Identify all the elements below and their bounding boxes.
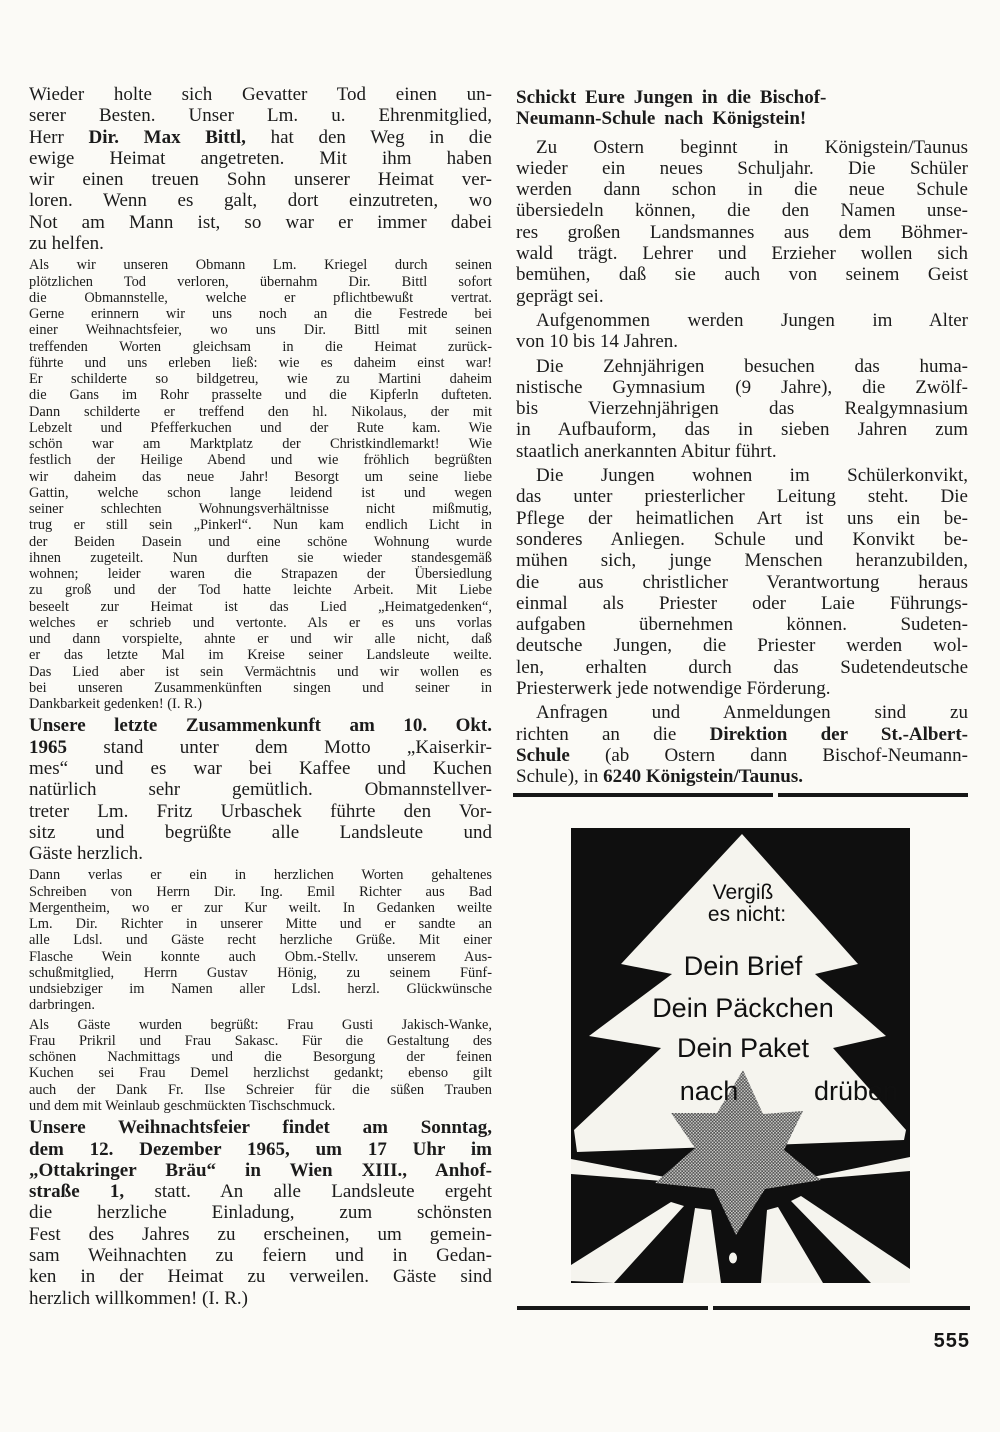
text-line: einmal als Priester oder Laie Führungs- xyxy=(516,592,968,614)
text-line: geprägt sei. xyxy=(516,285,604,307)
text-line: Gattin, welche schon lange leidend ist und wegen xyxy=(29,484,492,501)
paragraph xyxy=(29,84,492,254)
text-line: alle Ldsl. und Gäste recht herzliche Grüße. Mit einer xyxy=(29,932,492,949)
text-line: nistische Gymnasium (9 Jahre), die Zwölf- xyxy=(516,376,968,398)
text-line: zu groß und der Tod hatte leichte Arbeit. Mit Liebe xyxy=(29,582,492,599)
left-column xyxy=(29,84,492,1309)
divider-rule xyxy=(778,793,968,797)
text-line: Herr Dir. Max Bittl, hat den Weg in die xyxy=(29,126,492,148)
text-line: dem 12. Dezember 1965, um 17 Uhr im xyxy=(29,1138,492,1160)
text-line: deutsche Jungen, die Priester werden wol- xyxy=(516,635,968,657)
illustration-footer-nach: nach xyxy=(679,1076,739,1106)
text-line: und dann vorspielte, ahnte er und wir alle nicht, daß xyxy=(29,631,492,648)
illustration-item-brief: Dein Brief xyxy=(683,951,803,981)
text-line: Als Gäste wurden begrüßt: Frau Gusti Jakisch-Wanke, xyxy=(29,1016,492,1033)
text-line: Gerne erinnern wir uns noch an die Festrede bei xyxy=(29,306,492,323)
text-line: in Aufbauform, das in sieben Jahren zum xyxy=(516,419,968,441)
text-line: mes“ und es war bei Kaffee und Kuchen xyxy=(29,757,492,779)
divider-rule xyxy=(513,793,773,797)
text-line: undsiebziger im Namen aller Ldsl. herzl. Glückwünsche xyxy=(29,981,492,998)
text-line: Schreiben von Herrn Dir. Ing. Emil Richter aus Bad xyxy=(29,883,492,900)
right-column xyxy=(516,87,968,788)
text-line: wald trägt. Lehrer und Erzieher wollen sich xyxy=(516,243,968,265)
text-line: Schule (ab Ostern dann Bischof-Neumann- xyxy=(516,744,968,766)
text-line: schußmitglied, Herrn Gustav Hönig, zu seinem Fünf- xyxy=(29,964,492,981)
text-line: wohnen; leider waren die Strapazen der Übersiedlung xyxy=(29,566,492,583)
text-line: loren. Wenn es galt, dort einzutreten, wo xyxy=(29,190,492,212)
text-line: Zu Ostern beginnt in Königstein/Taunus xyxy=(536,136,968,158)
text-line: Priesterwerk jede notwendige Förderung. xyxy=(516,678,831,700)
text-line: Unsere Weihnachtsfeier findet am Sonntag, xyxy=(29,1117,492,1139)
text-line: Er schilderte so bildgetreu, wie zu Martini daheim xyxy=(29,371,492,388)
page-number: 555 xyxy=(933,1330,970,1352)
text-line: herzlich willkommen! (I. R.) xyxy=(29,1287,248,1309)
text-line: der Beiden Dasein und eine schöne Wohnung wurde xyxy=(29,533,492,550)
illustration-item-paket: Dein Paket xyxy=(676,1033,810,1063)
text-line: wir einen treuen Sohn unserer Heimat ver- xyxy=(29,169,492,191)
text-line: straße 1, statt. An alle Landsleute ergeht xyxy=(29,1181,492,1203)
illustration-footer-drueben: drüben xyxy=(813,1076,899,1106)
text-line: Kuchen sei Frau Demel herzlichst gedankt; ebenso gilt xyxy=(29,1065,492,1082)
text-line: die Obmannstelle, welche er pflichtbewußt vertrat. xyxy=(29,289,492,306)
text-line: Lebzelt und Pfefferkuchen und der Rute kam. Wie xyxy=(29,419,492,436)
paragraph xyxy=(29,1017,492,1115)
paragraph xyxy=(516,702,968,787)
text-line: das unter priesterlicher Leitung steht. Die xyxy=(516,486,968,508)
text-line: einer Weihnachtsfeier, wo uns Dir. Bittl mit seinen xyxy=(29,322,492,339)
section-heading xyxy=(516,87,968,130)
text-line: die aus christlicher Verantwortung heraus xyxy=(516,571,968,593)
text-line: trug er still sein „Pinkerl“. Nun kam endlich Licht in xyxy=(29,517,492,534)
paragraph xyxy=(516,465,968,699)
text-line: Dann schilderte er treffend den hl. Nikolaus, der mit xyxy=(29,403,492,420)
paragraph xyxy=(29,257,492,712)
text-line: ewige Heimat angetreten. Mit ihm haben xyxy=(29,147,492,169)
text-line: ihnen zugeteilt. Nun durften sie wieder standesgemäß xyxy=(29,549,492,566)
illustration-headline-line2: es nicht: xyxy=(707,903,787,926)
text-line: Fest des Jahres zu erscheinen, um gemein- xyxy=(29,1223,492,1245)
text-line: seiner schlechten Wohnungsverhältnisse nicht mißmutig, xyxy=(29,501,492,518)
text-line: Die Zehnjährigen besuchen das huma- xyxy=(536,355,968,377)
text-line: Dankbarkeit gedenken! (I. R.) xyxy=(29,696,203,713)
text-line: Die Jungen wohnen im Schülerkonvikt, xyxy=(536,465,968,487)
christmas-appeal-illustration xyxy=(571,828,910,1283)
text-line: treter Lm. Fritz Urbaschek führte den Vor- xyxy=(29,800,492,822)
text-line: bemühen, daß sie auch von seinem Geist xyxy=(516,264,968,286)
text-line: natürlich sehr gemütlich. Obmannstellver- xyxy=(29,779,492,801)
divider-rule xyxy=(713,1306,970,1310)
paragraph xyxy=(29,1117,492,1309)
text-line: Das Lied aber ist sein Vermächtnis und wir wollen es xyxy=(29,663,492,680)
text-line: treffenden Worten gleichsam in die Heimat zurück- xyxy=(29,338,492,355)
text-line: Flasche Wein konnte auch Obm.-Stellv. unserem Aus- xyxy=(29,948,492,965)
christmas-tree-graphic xyxy=(571,828,910,1283)
paragraph xyxy=(516,137,968,307)
text-line: Not am Mann ist, so war er immer dabei xyxy=(29,211,492,233)
text-line: festlich der Heilige Abend und wie fröhlich begrüßten xyxy=(29,452,492,469)
text-line: Neumann-Schule nach Königstein! xyxy=(516,108,807,130)
text-line: aufgaben übernehmen können. Sudeten- xyxy=(516,614,968,636)
small-dot xyxy=(729,1253,737,1264)
text-line: von 10 bis 14 Jahren. xyxy=(516,331,679,353)
text-line: sonderes Anliegen. Schule und Konvikt be- xyxy=(516,528,968,550)
divider-rule xyxy=(517,1306,708,1310)
text-line: auch der Dank Fr. Ilse Schreier für die süßen Trauben xyxy=(29,1081,492,1098)
text-line: die herzliche Einladung, zum schönsten xyxy=(29,1202,492,1224)
text-line: Mergentheim, wo er zur Kur weilt. In Gedanken weilte xyxy=(29,899,492,916)
text-line: plötzlichen Tod verloren, übernahm Dir. Bittl sofort xyxy=(29,273,492,290)
text-line: Schickt Eure Jungen in die Bischof- xyxy=(516,87,827,108)
text-line: Aufgenommen werden Jungen im Alter xyxy=(536,309,968,331)
text-line: mühen sich, junge Menschen heranzubilden, xyxy=(516,550,968,572)
text-line: len, erhalten durch das Sudetendeutsche xyxy=(516,656,968,678)
illustration-headline-line1: Vergiß xyxy=(712,881,774,904)
text-line: richten an die Direktion der St.-Albert- xyxy=(516,723,968,745)
text-line: Wieder holte sich Gevatter Tod einen un- xyxy=(29,84,492,105)
paragraph xyxy=(29,715,492,864)
paragraph xyxy=(29,867,492,1013)
text-line: Als wir unseren Obmann Lm. Kriegel durch seinen xyxy=(29,257,492,274)
text-line: Unsere letzte Zusammenkunft am 10. Okt. xyxy=(29,715,492,737)
text-line: Gäste herzlich. xyxy=(29,843,143,865)
text-line: bis Vierzehnjährigen das Realgymnasium xyxy=(516,398,968,420)
text-line: übersiedeln können, die den Namen unse- xyxy=(516,200,968,222)
text-line: bei unseren Zusammenkünften singen und seiner in xyxy=(29,679,492,696)
text-line: ken in der Heimat zu verweilen. Gäste sind xyxy=(29,1266,492,1288)
text-line: wir daheim das neue Jahr! Besorgt um seine liebe xyxy=(29,468,492,485)
paragraph xyxy=(516,356,968,462)
paragraph xyxy=(516,310,968,353)
text-line: Pflege der heimatlichen Art ist uns ein be- xyxy=(516,507,968,529)
text-line: Schule), in 6240 Königstein/Taunus. xyxy=(516,766,804,788)
text-line: 1965 stand unter dem Motto „Kaiserkir- xyxy=(29,736,492,758)
text-line: Anfragen und Anmeldungen sind zu xyxy=(536,702,968,724)
text-line: sam Weihnachten zu feiern und in Gedan- xyxy=(29,1244,492,1266)
text-line: serer Besten. Unser Lm. u. Ehrenmitglied, xyxy=(29,105,492,127)
text-line: führte und uns erleben ließ: wie es daheim einst war! xyxy=(29,354,492,371)
text-line: beseelt zur Heimat ist das Lied „Heimatgedenken“, xyxy=(29,598,492,615)
text-line: und dem mit Weinlaub geschmückten Tischschmuck. xyxy=(29,1097,336,1114)
text-line: sitz und begrüßte alle Landsleute und xyxy=(29,821,492,843)
text-line: Dann verlas er ein in herzlichen Worten gehaltenes xyxy=(29,867,492,884)
text-line: Frau Prikril und Frau Sakasc. Für die Gestaltung des xyxy=(29,1032,492,1049)
text-line: schön war am Marktplatz der Christkindlemarkt! Wie xyxy=(29,436,492,453)
text-line: darbringen. xyxy=(29,997,95,1014)
text-line: welches er schrieb und vertonte. Als er es uns vorlas xyxy=(29,614,492,631)
text-line: die Gans im Rohr prasselte und die Kipferln dufteten. xyxy=(29,387,492,404)
text-line: staatlich anerkannten Abitur führt. xyxy=(516,440,777,462)
illustration-item-paeckchen: Dein Päckchen xyxy=(652,993,834,1023)
text-line: er das letzte Mal im Kreise seiner Landsleute weilte. xyxy=(29,647,492,664)
text-line: wieder ein neues Schuljahr. Die Schüler xyxy=(516,157,968,179)
text-line: schönen Nachmittags und die Besorgung der feinen xyxy=(29,1049,492,1066)
text-line: zu helfen. xyxy=(29,233,104,255)
text-line: res großen Landsmannes aus dem Böhmer- xyxy=(516,221,968,243)
text-line: werden dann schon in die neue Schule xyxy=(516,179,968,201)
text-line: Lm. Dir. Richter in unserer Mitte und er sandte an xyxy=(29,916,492,933)
text-line: „Ottakringer Bräu“ in Wien XIII., Anhof- xyxy=(29,1159,492,1181)
